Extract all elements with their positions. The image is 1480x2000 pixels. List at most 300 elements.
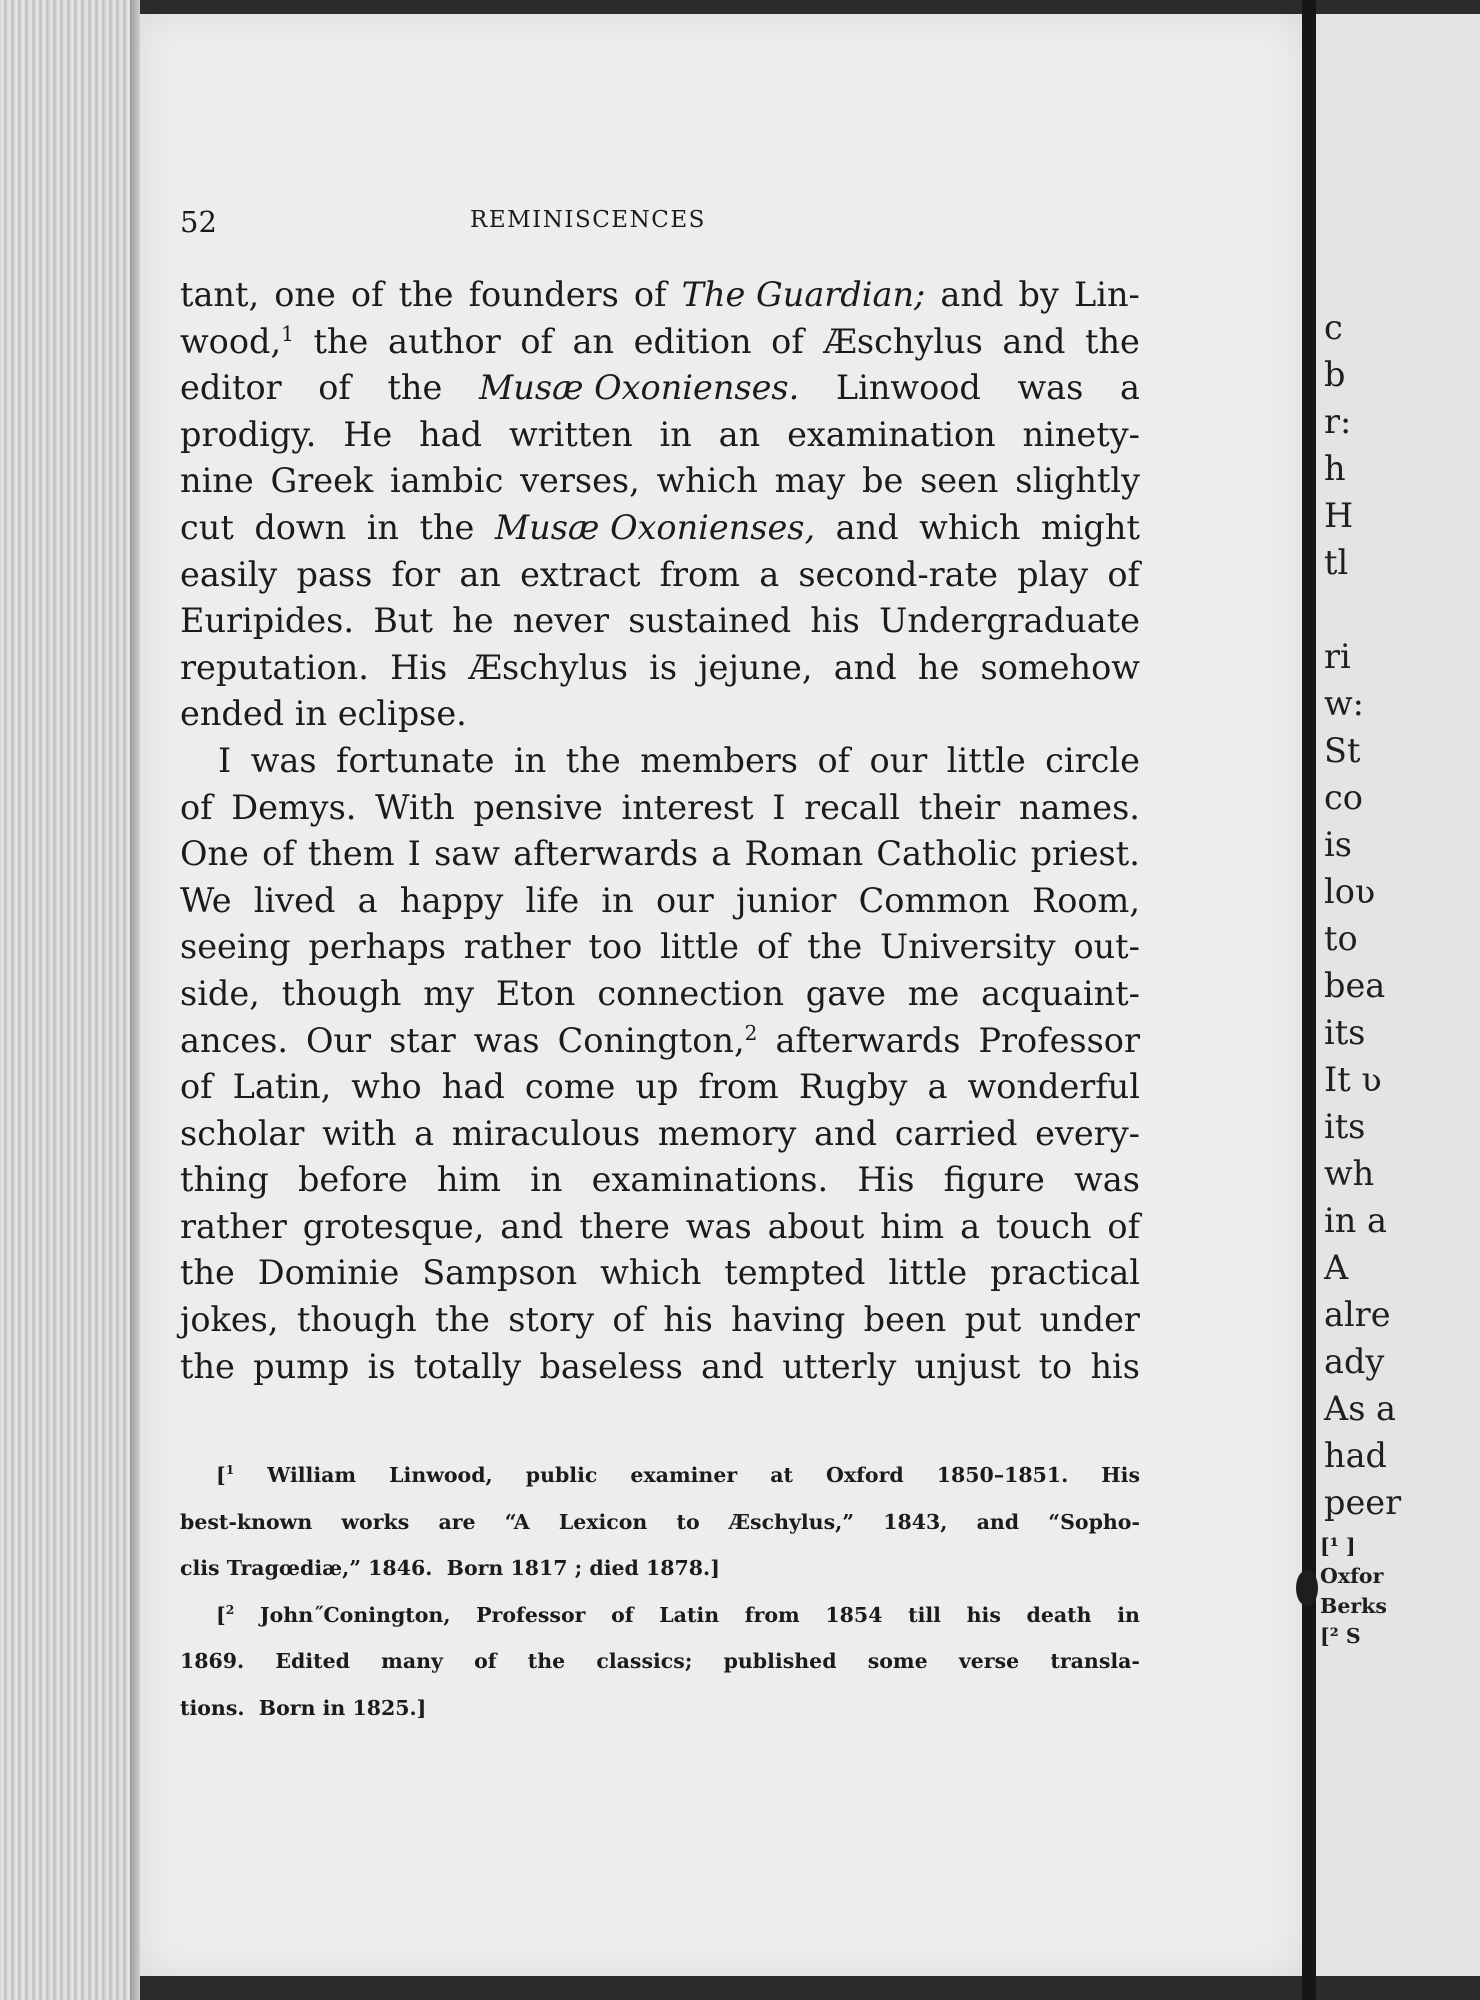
word: though [296,1300,417,1340]
body-text-line [180,1204,1140,1251]
word: his [966,1602,1001,1627]
word: Æschylus [823,321,983,361]
word: One [180,834,249,874]
word: verse [958,1649,1020,1674]
word: wood,$^1$ [180,321,294,361]
word: pass [296,554,373,594]
word: Greek [270,461,374,501]
body-text-line [180,1250,1140,1297]
facing-page [1316,14,1480,1976]
footnote-line [180,1460,1140,1507]
word: an [718,414,761,454]
word: slightly [1015,461,1140,501]
word: and [500,1206,564,1246]
word: Lexicon [558,1509,648,1534]
word: and [835,507,899,547]
word: the [419,507,475,547]
body-text-line [180,505,1140,552]
word: examiner [630,1463,738,1487]
word: be [862,461,904,501]
word: and [940,275,1004,314]
facing-page-fragment: St [1324,731,1361,770]
word: of [756,927,790,967]
word: I [218,740,232,780]
facing-page-footnote-fragment: Oxfor [1320,1564,1384,1588]
word: his [1090,1346,1140,1386]
word: for [391,554,441,594]
word: and [976,1509,1020,1534]
word: Linwood [835,368,981,408]
word: With [375,787,455,827]
word: He [343,414,393,454]
word: the [313,321,369,361]
word: recall [804,787,901,827]
word: fortunate [336,740,495,780]
page-number: 52 [180,205,217,239]
word: of [262,834,295,874]
body-text-line [180,971,1140,1018]
word: 1850–1851. [936,1463,1069,1487]
word: University [880,927,1056,967]
footnote-line [180,1600,1140,1647]
word: his [663,1300,713,1340]
footnote-marker: 1 [281,321,294,346]
word: ended in eclipse. [180,694,467,734]
word: easily [180,554,278,594]
facing-page-fragment: r: [1324,402,1352,441]
word: of [180,787,213,827]
word: from [659,554,740,594]
word: his [810,601,860,641]
word: 1854 [825,1602,883,1627]
word: ninety- [1022,414,1140,454]
word: William [267,1463,357,1487]
word: the [1085,321,1140,361]
word: and [1002,321,1066,361]
word: them [307,834,395,874]
body-text-line [180,831,1140,878]
word: Sampson [422,1253,578,1293]
word: been [863,1300,947,1340]
body-text-line [180,1111,1140,1158]
word: might [1040,507,1140,547]
body-text-line [180,412,1140,459]
word: under [1039,1300,1140,1340]
word: classics; [596,1649,693,1674]
word: in [659,414,692,454]
word: had [441,1067,505,1107]
word: totally [413,1346,522,1386]
body-text-line [180,691,1140,738]
word: touch [995,1206,1092,1246]
facing-page-fragment: A [1324,1248,1349,1287]
facing-page-fragment: co [1324,778,1363,817]
body-text-line [180,598,1140,645]
word: in [601,880,634,920]
word: second-rate [798,554,998,594]
book-gutter [1302,0,1316,2000]
word: Undergraduate [879,601,1140,641]
word: of [180,1067,213,1107]
word: happy [399,880,504,920]
word: nine [180,461,254,501]
body-text-line [180,645,1140,692]
word: I [407,834,421,874]
word: 1843, [883,1509,948,1534]
footnote-line [180,1553,1140,1600]
word: was [473,1020,540,1060]
word: somehow [980,647,1140,687]
body-text-line [180,319,1140,366]
word: their [918,787,1001,827]
word: Eton [495,973,576,1013]
book-page-edges [0,0,140,2000]
word: edition [633,321,752,361]
word: and [701,1346,765,1386]
word: transla- [1050,1649,1140,1674]
word: seen [920,461,999,501]
word: of [611,1602,634,1627]
word: “A [504,1509,530,1534]
word: ances. [180,1020,288,1060]
word: Oxford [826,1463,904,1487]
facing-page-fragment: w: [1324,684,1364,723]
word: a [927,1067,948,1107]
word: examination [787,414,996,454]
word: connection [597,973,784,1013]
word: perhaps [308,927,446,967]
word: prodigy. [180,414,317,454]
word: Roman [744,834,864,874]
facing-page-fragment: to [1324,919,1358,958]
word: him [436,1160,501,1200]
word: interest [621,787,754,827]
word: Professor [476,1602,586,1627]
footnote-marker: 2 [225,1601,235,1617]
word: Lin- [1074,275,1140,314]
word: was [685,1206,752,1246]
word: Rugby [798,1067,908,1107]
word: to [676,1509,700,1534]
word: afterwards [775,1020,961,1060]
word: the [180,1346,235,1386]
word: our [869,740,928,780]
italic-title: Musæ Oxonienses, [494,507,816,547]
word: and [833,647,897,687]
facing-page-footnote-fragment: Berks [1320,1594,1387,1618]
word: me [907,973,960,1013]
word: wonderful [967,1067,1140,1107]
word: some [867,1649,928,1674]
word: memory [657,1113,797,1153]
word: clis Tragœdiæ,” 1846. Born 1817 ; died 1878.] [180,1556,720,1581]
facing-page-fragment: peer [1324,1483,1402,1522]
word: the [387,368,443,408]
word: play [1017,554,1089,594]
word: rather [463,927,571,967]
word: little [888,1253,968,1293]
word: he [452,601,494,641]
word: Æschylus [468,647,628,687]
facing-page-fragment: bea [1324,966,1386,1005]
word: public [525,1463,598,1487]
word: of [771,321,804,361]
word: of [520,321,553,361]
word: extract [520,554,641,594]
word: of [612,1300,645,1340]
word: 1869. [180,1649,245,1674]
word: the [527,1649,566,1674]
facing-page-fragment: H [1324,496,1354,535]
word: unjust [914,1346,1021,1386]
word: is [649,647,678,687]
word: of [633,275,667,314]
word: a [711,834,732,874]
body-text-line [180,1297,1140,1344]
word: examinations. [591,1160,829,1200]
word: carried [894,1113,1018,1153]
word: miraculous [451,1113,641,1153]
word: of [817,740,851,780]
word: author [387,321,501,361]
word: rather [180,1206,287,1246]
word: His [390,647,448,687]
word: Latin, [232,1067,332,1107]
facing-page-fragment: in a [1324,1201,1387,1240]
facing-page-fragment: its [1324,1013,1366,1052]
body-text [180,272,1140,1390]
word: Professor [978,1020,1140,1060]
word: are [438,1509,476,1534]
word: little [946,740,1026,780]
word: to [1038,1346,1073,1386]
word: one [274,275,336,314]
facing-page-fragment: had [1324,1436,1387,1475]
word: reputation. [180,647,369,687]
facing-page-footnote-fragment: [² S [1320,1624,1361,1648]
word: my [423,973,474,1013]
word: [$^2$ [216,1601,235,1627]
word: Conington,$^2$ [557,1020,758,1060]
facing-page-fragment: ri [1324,637,1351,676]
word: figure [943,1160,1045,1200]
word: a [960,1206,981,1246]
word: works [341,1509,410,1534]
word: in [514,740,547,780]
word: members [640,740,798,780]
word: having [731,1300,846,1340]
word: in [1117,1602,1140,1627]
word: up [635,1067,679,1107]
word: many [381,1649,443,1674]
word: Our [306,1020,372,1060]
word: “Sopho- [1048,1509,1140,1534]
word: scholar [180,1113,305,1153]
word: I [772,787,786,827]
word: Room, [1032,880,1140,920]
word: seeing [180,927,291,967]
word: a [1119,368,1140,408]
word: verses, [520,461,640,501]
italic-title: The Guardian; [681,275,926,314]
word: of [1107,554,1140,594]
word: the [435,1300,490,1340]
word: junior [735,880,837,920]
word: side, [180,973,260,1013]
word: best-known [180,1509,313,1534]
word: But [373,601,433,641]
word: life [525,880,580,920]
facing-page-fragment: is [1324,825,1352,864]
running-head [180,205,1140,245]
word: circle [1045,740,1140,780]
facing-page-fragment: tl [1324,543,1349,582]
word: little [660,927,740,967]
word: come [524,1067,616,1107]
word: Euripides. [180,601,355,641]
word: saw [434,834,500,874]
facing-page-fragment: wh [1324,1154,1375,1193]
word: till [908,1602,941,1627]
word: which [919,507,1021,547]
word: tempted [724,1253,866,1293]
footnote-line [180,1646,1140,1693]
body-text-line [180,785,1140,832]
word: though [281,973,402,1013]
word: was [1017,368,1084,408]
word: sustained [628,601,792,641]
body-text-line [180,738,1140,785]
word: the [807,927,863,967]
footnote-line [180,1507,1140,1554]
word: published [723,1649,837,1674]
word: names. [1018,787,1140,827]
word: pump [253,1346,350,1386]
word: death [1026,1602,1092,1627]
word: acquaint- [981,973,1140,1013]
word: Dominie [257,1253,400,1293]
word: which [600,1253,702,1293]
word: cut [180,507,234,547]
word: never [512,601,609,641]
word: Edited [275,1649,350,1674]
word: tant, [180,275,260,314]
word: had [419,414,483,454]
word: from [744,1602,800,1627]
word: him [880,1206,945,1246]
word: lived [253,880,336,920]
body-text-line [180,924,1140,971]
facing-page-fragment: h [1324,449,1346,488]
facing-page-fragment: As a [1324,1389,1397,1428]
body-text-line [180,365,1140,412]
word: a [414,1113,435,1153]
body-text-line [180,552,1140,599]
word: about [767,1206,865,1246]
ink-smudge [1296,1570,1318,1606]
word: may [774,461,846,501]
word: and [814,1113,878,1153]
word: grotesque, [302,1206,485,1246]
word: which [656,461,758,501]
word: iambic [389,461,504,501]
word: practical [990,1253,1140,1293]
word: We [180,880,232,920]
word: of [474,1649,497,1674]
running-head-title: REMINISCENCES [470,207,706,233]
word: John˝Conington, [259,1602,451,1627]
word: put [964,1300,1022,1340]
word: with [322,1113,397,1153]
word: utterly [782,1346,897,1386]
word: from [698,1067,779,1107]
facing-page-footnote-fragment: [¹ ] [1320,1534,1356,1558]
facing-page-fragment: b [1324,355,1346,394]
footnote-line [180,1693,1140,1740]
word: an [459,554,501,594]
facing-page-fragment: c [1324,308,1343,347]
facing-page-fragment: loʋ [1324,872,1376,911]
word: editor [180,368,282,408]
word: afterwards [513,834,699,874]
word: the [180,1253,235,1293]
word: every- [1035,1113,1140,1153]
footnote-marker: 1 [225,1462,235,1478]
body-text-line [180,458,1140,505]
word: of [350,275,384,314]
word: Catholic [876,834,1018,874]
word: tions. Born in 1825.] [180,1695,427,1720]
word: the [565,740,621,780]
footnote-marker: 2 [744,1020,758,1045]
word: he [917,647,960,687]
word: pensive [473,787,603,827]
word: was [1074,1160,1140,1200]
word: jejune, [698,647,813,687]
italic-title: Musæ Oxonienses. [478,368,800,408]
word: too [588,927,643,967]
word: star [389,1020,456,1060]
word: down [254,507,347,547]
word: story [508,1300,595,1340]
word: Linwood, [389,1463,493,1487]
word: Æschylus,” [728,1509,855,1534]
word: an [572,321,615,361]
word: founders [468,275,619,314]
word: priest. [1030,834,1140,874]
word: written [508,414,633,454]
word: there [579,1206,670,1246]
word: of [318,368,351,408]
word: baseless [539,1346,683,1386]
word: Demys. [231,787,357,827]
word: a [357,880,378,920]
word: thing [180,1160,269,1200]
word: by [1018,275,1059,314]
body-text-line [180,1157,1140,1204]
word: at [770,1463,793,1487]
word: in [530,1160,563,1200]
word: is [367,1346,396,1386]
word: a [759,554,780,594]
body-text-line [180,1018,1140,1065]
word: gave [805,973,886,1013]
word: of [1107,1206,1140,1246]
word: was [250,740,317,780]
word: His [857,1160,915,1200]
word: Common [858,880,1010,920]
footnotes [180,1460,1140,1740]
